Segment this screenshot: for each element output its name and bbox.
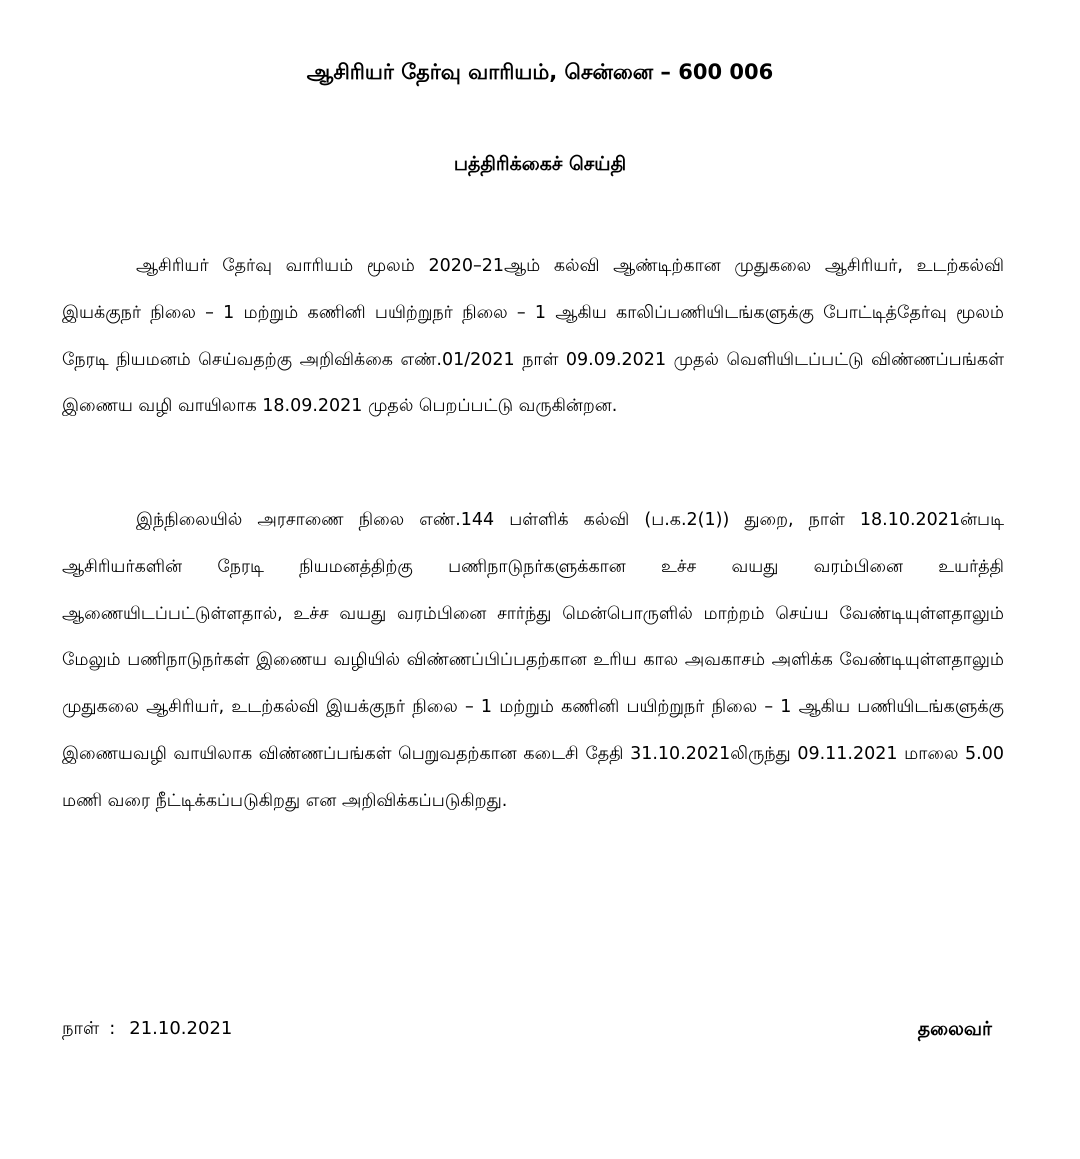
date-value: 21.10.2021 [129, 1018, 233, 1039]
body-paragraph-2: இந்நிலையில் அரசாணை நிலை எண்.144 பள்ளிக் கல்வி (ப.க.2(1)) துறை, நாள் 18.10.2021ன்படி ஆசிரியர்களின் நேரடி நியமனத்திற்கு பணிநாடுநர்களுக்கான உச்ச வயது வரம்பினை உயர்த்தி ஆணையிடப்பட்டுள்ளதால், உச்ச வயது வரம்பினை சார்ந்து மென்பொருளில் மாற்றம் செய்ய வேண்டியுள்ளதாலும் மேலும் பணிநாடுநர்கள் இணைய வழியில் விண்ணப்பிப்பதற்கான உரிய கால அவகாசம் அளிக்க வேண்டியுள்ளதாலும் முதுகலை ஆசிரியர், உடற்கல்வி இயக்குநர் நிலை – 1 மற்றும் கணினி பயிற்றுநர் நிலை – 1 ஆகிய பணியிடங்களுக்கு இணையவழி வாயிலாக விண்ணப்பங்கள் பெறுவதற்கான கடைசி தேதி 31.10.2021லிருந்து 09.11.2021 மாலை 5.00 மணி வரை நீட்டிக்கப்படுகிறது என அறிவிக்கப்படுகிறது. [62, 510, 1004, 811]
date-separator: : [109, 1018, 116, 1039]
header-title: ஆசிரியர் தேர்வு வாரியம், சென்னை – 600 006 [306, 60, 774, 84]
footer-date [62, 1014, 232, 1044]
date-label: நாள் [62, 1018, 100, 1039]
body-paragraph-1: ஆசிரியர் தேர்வு வாரியம் மூலம் 2020–21ஆம் கல்வி ஆண்டிற்கான முதுகலை ஆசிரியர், உடற்கல்வி இயக்குநர் நிலை – 1 மற்றும் கணினி பயிற்றுநர் நிலை – 1 ஆகிய காலிப்பணியிடங்களுக்கு போட்டித்தேர்வு மூலம் நேரடி நியமனம் செய்வதற்கு அறிவிக்கை எண்.01/2021 நாள் 09.09.2021 முதல் வெளியிடப்பட்டு விண்ணப்பங்கள் இணைய வழி வாயிலாக 18.09.2021 முதல் பெறப்பட்டு வருகின்றன. [62, 256, 1004, 417]
press-release-subtitle: பத்திரிக்கைச் செய்தி [453, 153, 627, 175]
signatory-title: தலைவர் [917, 1018, 992, 1040]
